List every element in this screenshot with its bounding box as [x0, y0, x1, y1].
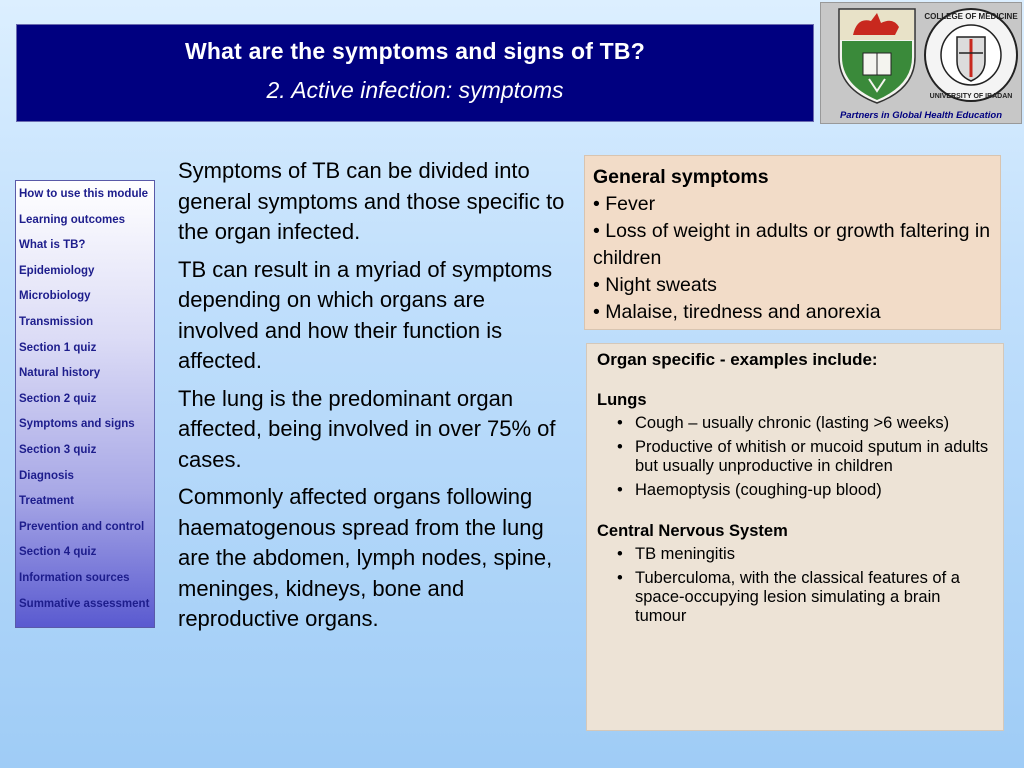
cns-list	[617, 545, 993, 626]
nav-item-symptoms-and-signs[interactable]: Symptoms and signs	[19, 418, 135, 431]
lungs-list	[617, 414, 993, 500]
college-seal-logo	[923, 5, 1019, 109]
general-symptoms-box	[584, 155, 1001, 330]
nav-item-section-1-quiz[interactable]: Section 1 quiz	[19, 341, 97, 354]
nav-item-how-to-use[interactable]: How to use this module	[19, 188, 149, 200]
nav-item-section-3-quiz[interactable]: Section 3 quiz	[19, 443, 97, 456]
nav-item-prevention-and-control[interactable]: Prevention and control	[19, 520, 145, 533]
nav-item-learning-outcomes[interactable]: Learning outcomes	[19, 213, 126, 226]
university-crest-logo	[833, 5, 921, 105]
paragraph: Commonly affected organs following haematogenous spread from the lung are the abdomen, lymph nodes, spine, meninges, kidneys, bone and reproductive organs.	[178, 484, 553, 631]
general-symptom-item: • Fever	[593, 193, 656, 215]
paragraph: TB can result in a myriad of symptoms depending on which organs are involved and how their function is affected.	[178, 256, 553, 373]
nav-item-natural-history[interactable]: Natural history	[19, 367, 101, 380]
lungs-heading: Lungs	[597, 391, 647, 409]
list-item: • Productive of whitish or mucoid sputum in adults but usually unproductive in children	[617, 438, 993, 476]
title-banner	[16, 24, 814, 122]
list-item: • Haemoptysis (coughing-up blood)	[617, 481, 993, 500]
general-symptoms-heading: General symptoms	[593, 166, 769, 188]
paragraph: The lung is the predominant organ affected, being involved in over 75% of cases.	[178, 385, 556, 472]
nav-item-treatment[interactable]: Treatment	[19, 495, 74, 508]
intro-text	[178, 156, 568, 642]
svg-text:COLLEGE OF MEDICINE: COLLEGE OF MEDICINE	[924, 12, 1018, 21]
general-symptom-item: • Loss of weight in adults or growth faltering in children	[593, 220, 991, 269]
paragraph: Symptoms of TB can be divided into general symptoms and those specific to the organ infected.	[178, 158, 565, 244]
nav-item-diagnosis[interactable]: Diagnosis	[19, 469, 74, 482]
list-item: • TB meningitis	[617, 545, 993, 564]
nav-item-transmission[interactable]: Transmission	[19, 315, 94, 328]
nav-item-summative-assessment[interactable]: Summative assessment	[19, 597, 150, 610]
page-subtitle: 2. Active infection: symptoms	[266, 77, 564, 103]
logo-caption: Partners in Global Health Education	[839, 110, 1003, 121]
nav-item-what-is-tb[interactable]: What is TB?	[19, 239, 86, 252]
page-title: What are the symptoms and signs of TB?	[185, 38, 645, 64]
partner-logos	[820, 2, 1022, 124]
svg-text:UNIVERSITY OF IBADAN: UNIVERSITY OF IBADAN	[929, 93, 1013, 100]
organ-specific-heading: Organ specific - examples include:	[597, 350, 878, 369]
nav-item-information-sources[interactable]: Information sources	[19, 571, 130, 584]
cns-heading: Central Nervous System	[597, 522, 788, 540]
general-symptom-item: • Malaise, tiredness and anorexia	[593, 301, 881, 323]
organ-specific-box	[586, 343, 1004, 731]
list-item: • Tuberculoma, with the classical features of a space-occupying lesion simulating a brain tumour	[617, 569, 993, 626]
nav-item-section-2-quiz[interactable]: Section 2 quiz	[19, 392, 97, 405]
general-symptom-item: • Night sweats	[593, 274, 717, 296]
module-navigation	[15, 180, 155, 628]
nav-item-section-4-quiz[interactable]: Section 4 quiz	[19, 546, 97, 559]
nav-item-epidemiology[interactable]: Epidemiology	[19, 264, 95, 277]
nav-item-microbiology[interactable]: Microbiology	[19, 290, 91, 303]
list-item: • Cough – usually chronic (lasting >6 weeks)	[617, 414, 993, 433]
